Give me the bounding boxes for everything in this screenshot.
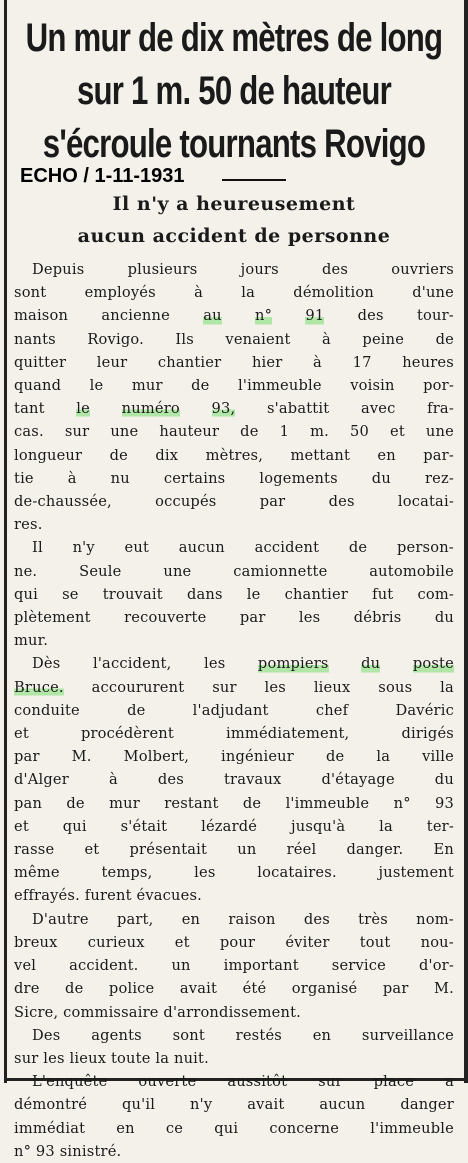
article-line: maison ancienne au n° 91 des tour-	[14, 304, 454, 327]
headline-line: sur 1 m. 50 de hauteur	[76, 69, 391, 113]
article-line: Depuis plusieurs jours des ouvriers	[32, 261, 454, 278]
article-line: tant le numéro 93, s'abattit avec fra-	[14, 397, 454, 420]
article-line: sur les lieux toute la nuit.	[14, 1049, 209, 1067]
article-line: vel accident. un important service d'or-	[14, 957, 454, 975]
article-line: par M. Molbert, ingénieur de la ville	[14, 748, 454, 766]
article-line: L'enquête ouverte aussitôt sur place a	[32, 1073, 454, 1091]
subheading-line: aucun accident de personne	[77, 225, 391, 247]
article-line: ne. Seule une camionnette automobile	[14, 562, 454, 580]
article-paragraph	[14, 652, 454, 907]
article-paragraph	[14, 1024, 454, 1070]
headline	[14, 12, 454, 171]
article-line: qui se trouvait dans le chantier fut com-	[14, 585, 454, 603]
article-line: res.	[14, 516, 43, 534]
article-paragraph	[14, 536, 454, 652]
article-line: immédiat en ce qui concerne l'immeuble	[14, 1119, 454, 1137]
article-line: Des agents sont restés en surveillance	[32, 1026, 454, 1044]
article-line: dre de police avait été organisé par M.	[14, 980, 454, 998]
article-line: d'Alger à des travaux d'étayage du	[14, 771, 454, 789]
article-line: sont employés à la démolition d'une	[14, 284, 454, 302]
article-line: mur.	[14, 632, 49, 650]
article-line: Bruce. accoururent sur les lieux sous la	[14, 676, 454, 699]
left-border-rule	[4, 0, 7, 1083]
article-line: conduite de l'adjudant chef Davéric	[14, 701, 454, 719]
article-line: Dès l'accident, les pompiers du poste	[14, 652, 454, 675]
right-border-rule	[464, 0, 468, 1083]
article-line: plètement recouverte par les débris du	[14, 609, 454, 627]
article-paragraph	[14, 908, 454, 1024]
article-line: cas. sur une hauteur de 1 m. 50 et une	[14, 423, 454, 441]
source-annotation: ECHO / 1-11-1931	[20, 165, 185, 187]
article-line: rasse et présentait un réel danger. En	[14, 841, 454, 859]
article-line: longueur de dix mètres, mettant en par-	[14, 446, 454, 464]
headline-line: Un mur de dix mètres de long	[25, 16, 443, 60]
article-line: nants Rovigo. Ils venaient à peine de	[14, 330, 454, 348]
article-body	[14, 258, 454, 1163]
article-line: même temps, les locataires. justement	[14, 864, 454, 882]
article-line: effrayés. furent évacues.	[14, 887, 202, 905]
article-paragraph	[14, 1070, 454, 1163]
article-line: pan de mur restant de l'immeuble n° 93	[14, 794, 454, 812]
article-line: D'autre part, en raison des très nom-	[32, 910, 454, 928]
article-line: démontré qu'il n'y avait aucun danger	[14, 1096, 454, 1114]
article-line: et qui s'était lézardé jusqu'à la ter-	[14, 817, 454, 835]
article-line: quand le mur de l'immeuble voisin por-	[14, 377, 454, 395]
article-paragraph	[14, 258, 454, 536]
article-line: et procédèrent immédiatement, dirigés	[14, 725, 454, 743]
subheading-line: Il n'y a heureusement	[112, 193, 356, 215]
article-line: tie à nu certains logements du rez-	[14, 469, 454, 487]
article-line: quitter leur chantier hier à 17 heures	[14, 353, 454, 371]
headline-line: s'écroule tournants Rovigo	[42, 122, 426, 166]
article-line: n° 93 sinistré.	[14, 1142, 122, 1160]
source-strike-line	[222, 179, 286, 181]
article-line: Il n'y eut aucun accident de person-	[32, 539, 454, 557]
article-line: de-chaussée, occupés par des locatai-	[14, 493, 454, 511]
article-line: Sicre, commissaire d'arrondissement.	[14, 1003, 302, 1021]
article-line: breux curieux et pour éviter tout nou-	[14, 933, 454, 951]
